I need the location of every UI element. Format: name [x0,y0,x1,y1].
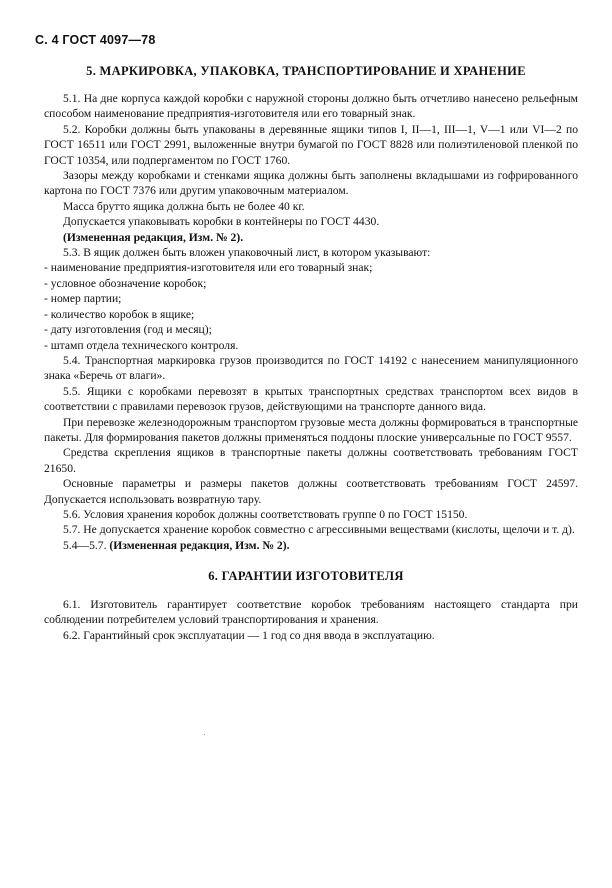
paragraph-5-2-mass: Масса брутто ящика должна быть не более 40 кг. [63,199,305,213]
list-item: - номер партии; [44,292,122,306]
list-item: - наименование предприятия-изготовителя или его товарный знак; [44,261,373,275]
list-item: - условное обозначение коробок; [44,276,207,290]
paragraph-5-5: 5.5. Ящики с коробками перевозят в крытых транспортных средствах транспортом всех видов в соответствии с правилами перевозок грузов, действующими на транспорте данного вида. [44,384,578,414]
list-item: - дату изготовления (год и месяц); [44,323,212,337]
paragraph-6-1: 6.1. Изготовитель гарантирует соответствие коробок требованиям настоящего стандарта при соблюдении потребителем условий транспортирования и хранения. [44,598,578,627]
section-5-title: 5. МАРКИРОВКА, УПАКОВКА, ТРАНСПОРТИРОВАНИЕ И ХРАНЕНИЕ [86,64,526,78]
paragraph-6-2: 6.2. Гарантийный срок эксплуатации — 1 год со дня ввода в эксплуатацию. [63,628,435,642]
list-item: - количество коробок в ящике; [44,307,195,321]
list-item: - штамп отдела технического контроля. [44,338,239,352]
amendment-text: (Измененная редакция, Изм. № 2). [109,538,290,552]
paragraph-5-2-gaps: Зазоры между коробками и стенками ящика должны быть заполнены вкладышами из гофрированного картона по ГОСТ 7376 или другим упаковочным материалом. [44,169,578,198]
amendment-note-5-4-5-7 [44,538,578,553]
section-5-body [44,91,578,553]
section-6-body [44,597,578,643]
paragraph-5-3: 5.3. В ящик должен быть вложен упаковочный лист, в котором указывают: [63,246,431,260]
packing-list-items [44,260,578,352]
paragraph-5-6: 5.6. Условия хранения коробок должны соответствовать группе 0 по ГОСТ 15150. [63,507,468,521]
page-header: С. 4 ГОСТ 4097—78 [35,33,156,47]
paragraph-5-2-containers: Допускается упаковывать коробки в контейнеры по ГОСТ 4430. [63,215,380,229]
paragraph-5-4: 5.4. Транспортная маркировка грузов производится по ГОСТ 14192 с нанесением манипуляционного знака «Беречь от влаги». [44,353,578,383]
paragraph-5-5-packages: Основные параметры и размеры пакетов должны соответствовать требованиям ГОСТ 24597. Допускается использовать возвратную тару. [44,477,578,506]
amendment-note-5-2: (Измененная редакция, Изм. № 2). [63,230,244,244]
amendment-range: 5.4—5.7. [63,538,110,552]
paragraph-5-7: 5.7. Не допускается хранение коробок совместно с агрессивными веществами (кислоты, щелочи и т. д). [63,523,575,537]
paragraph-5-5-fastening: Средства скрепления ящиков в транспортные пакеты должны соответствовать требованиям ГОСТ 21650. [44,446,578,475]
section-6-title: 6. ГАРАНТИИ ИЗГОТОВИТЕЛЯ [208,569,404,583]
paragraph-5-5-rail: При перевозке железнодорожным транспортом грузовые места должны формироваться в транспортные пакеты. Для формирования пакетов должны применяться поддоны плоские универсальные по ГОСТ 9557. [44,415,578,444]
scan-speck [204,734,205,735]
paragraph-5-1: 5.1. На дне корпуса каждой коробки с наружной стороны должно быть отчетливо нанесено рельефным способом наименование предприятия-изготовителя или его товарный знак. [44,92,578,121]
paragraph-5-2: 5.2. Коробки должны быть упакованы в деревянные ящики типов I, II—1, III—1, V—1 или VI—2 по ГОСТ 16511 или ГОСТ 2991, выложенные внутри бумагой по ГОСТ 8828 или полиэтиленовой пленкой по ГОСТ 10354, или подпергаментом по ГОСТ 1760. [44,122,578,167]
